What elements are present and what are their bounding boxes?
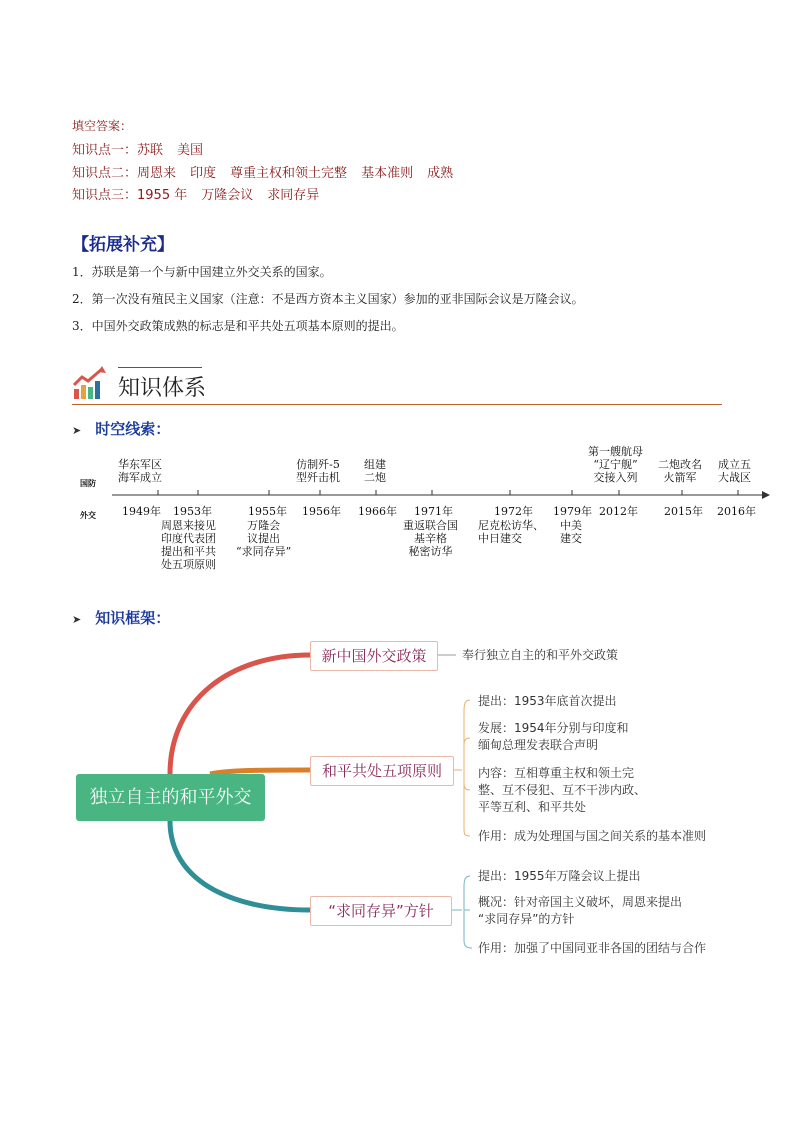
answer-value: 求同存异 — [267, 188, 320, 203]
timeline-diplomacy-event: 万隆会 议提出 “求同存异” — [236, 519, 292, 558]
answer-value: 万隆会议 — [201, 188, 254, 203]
mindmap-leaf: 作用：加强了中国同亚非各国的团结与合作 — [478, 941, 707, 955]
extension-item-1: 1．苏联是第一个与新中国建立外交关系的国家。 — [72, 265, 332, 279]
answer-row-2 — [72, 162, 467, 181]
timeline-defense-event: 仿制歼-5 型歼击机 — [296, 458, 340, 484]
timeline-diplomacy-event: 尼克松访华、 中日建交 — [478, 519, 544, 545]
timeline-defense-event: 组建 二炮 — [364, 458, 386, 484]
answer-value: 成熟 — [427, 166, 454, 181]
mindmap-leaf: 提出：1955年万隆会议上提出 — [478, 869, 641, 883]
mindmap-leaf: 发展：1954年分别与印度和 缅甸总理发表联合声明 — [478, 721, 629, 752]
answers-heading: 填空答案： — [72, 119, 133, 133]
timeline-label-diplomacy: 外交 — [80, 510, 96, 520]
timeline-year: 2016年 — [717, 505, 756, 518]
timeline-diplomacy-event: 周恩来接见 印度代表团 提出和平共 处五项原则 — [161, 519, 216, 571]
timeline-year: 1956年 — [302, 505, 341, 518]
extension-item-2: 2．第一次没有殖民主义国家（注意：不是西方资本主义国家）参加的亚非国际会议是万隆会议。 — [72, 292, 584, 306]
mindmap-branch-seek-common: “求同存异”方针 — [310, 896, 452, 926]
timeline-year: 1979年 — [553, 505, 592, 518]
timeline-label-defense: 国防 — [80, 478, 96, 488]
timeline-defense-event: 成立五 大战区 — [718, 458, 751, 484]
answer-key: 知识点一： — [72, 143, 138, 158]
timeline-year: 2015年 — [664, 505, 703, 518]
mindmap-leaf: 奉行独立自主的和平外交政策 — [462, 648, 619, 662]
timeline-defense-event: 二炮改名 火箭军 — [658, 458, 702, 484]
mindmap-branch-principles: 和平共处五项原则 — [310, 756, 454, 786]
section-title: 知识体系 — [118, 376, 207, 401]
timeline-year: 1953年 — [173, 505, 212, 518]
mindmap-branch-policy: 新中国外交政策 — [310, 641, 438, 671]
timeline-year: 1972年 — [494, 505, 533, 518]
answer-row-1 — [72, 139, 217, 158]
answer-value: 印度 — [190, 166, 217, 181]
timeline-defense-event: 华东军区 海军成立 — [118, 458, 162, 484]
answer-value: 1955 年 — [137, 188, 188, 203]
timeline-diplomacy-event: 中美 建交 — [560, 519, 582, 545]
timeline-year: 1971年 — [414, 505, 453, 518]
section-divider — [72, 404, 722, 405]
answer-value: 苏联 — [137, 143, 164, 158]
answer-value: 美国 — [177, 143, 204, 158]
chart-growth-icon — [72, 365, 108, 401]
timeline-year: 2012年 — [599, 505, 638, 518]
answer-key: 知识点二： — [72, 166, 138, 181]
timeline-heading-text: 时空线索： — [95, 420, 171, 438]
timeline-year: 1955年 — [248, 505, 287, 518]
answer-value: 尊重主权和领土完整 — [230, 166, 348, 181]
mindmap-leaf: 内容：互相尊重主权和领土完 整、互不侵犯、互不干涉内政、 平等互利、和平共处 — [478, 766, 647, 814]
chevron-right-icon: ➤ — [72, 424, 82, 437]
section-divider-top — [118, 367, 202, 368]
mindmap-leaf: 提出：1953年底首次提出 — [478, 694, 617, 708]
timeline-year: 1966年 — [358, 505, 397, 518]
timeline-year: 1949年 — [122, 505, 161, 518]
mindmap-leaf: 概况：针对帝国主义破坏，周恩来提出 “求同存异”的方针 — [478, 895, 683, 926]
timeline-diplomacy-event: 重返联合国 基辛格 秘密访华 — [403, 519, 458, 558]
answer-value: 周恩来 — [137, 166, 177, 181]
framework-heading — [72, 607, 170, 628]
mindmap-root: 独立自主的和平外交 — [76, 774, 265, 821]
framework-heading-text: 知识框架： — [95, 609, 171, 627]
answer-row-3 — [72, 184, 333, 203]
answer-key: 知识点三： — [72, 188, 138, 203]
extension-item-3: 3．中国外交政策成熟的标志是和平共处五项基本原则的提出。 — [72, 319, 404, 333]
timeline-heading — [72, 418, 170, 439]
timeline-axis — [112, 486, 772, 506]
timeline-defense-event: 第一艘航母 “辽宁舰” 交接入列 — [588, 445, 643, 484]
chevron-right-icon: ➤ — [72, 613, 82, 626]
extension-title: 【拓展补充】 — [72, 235, 174, 255]
answer-value: 基本准则 — [361, 166, 414, 181]
mindmap-leaf: 作用：成为处理国与国之间关系的基本准则 — [478, 829, 707, 843]
